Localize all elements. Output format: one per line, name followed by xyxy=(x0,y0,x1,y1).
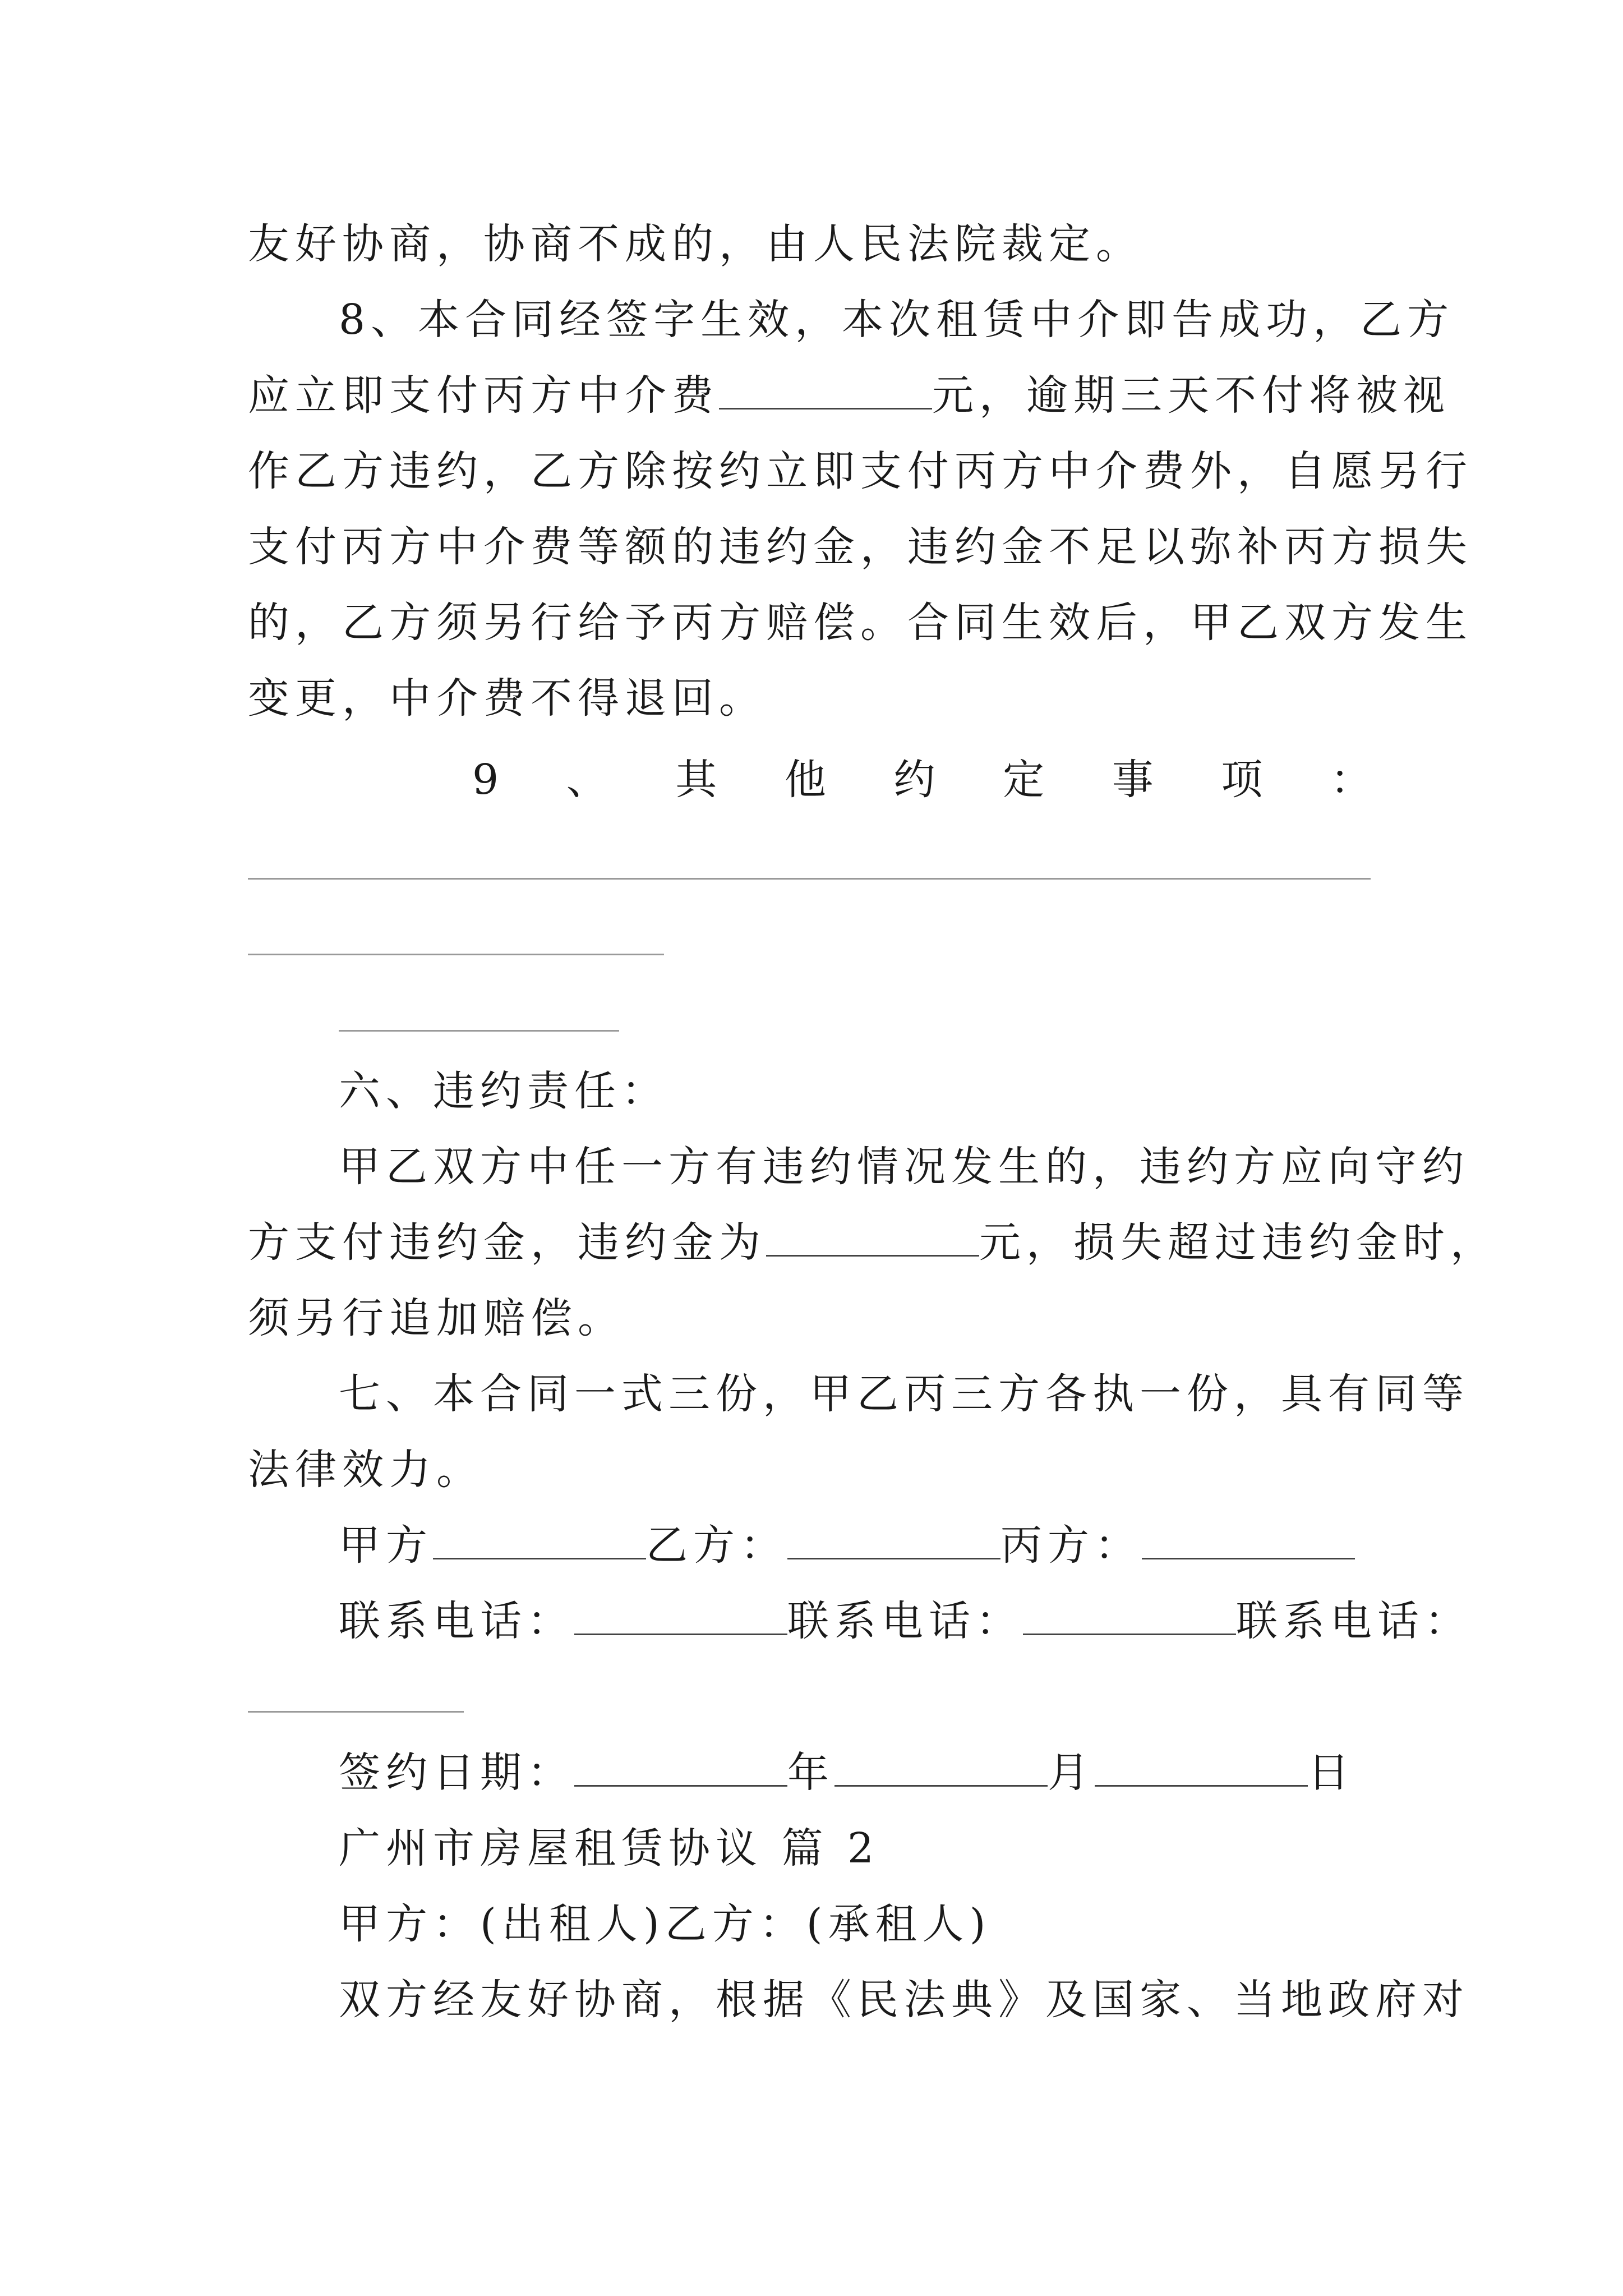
party-c-blank xyxy=(1142,1520,1355,1559)
phone-label: 联系电话： xyxy=(1236,1597,1472,1645)
section-7-line: 七、本合同一式三份，甲乙丙三方各执一份，具有同等 xyxy=(339,1370,1469,1418)
part-2-title: 广州市房屋租赁协议 篇 2 xyxy=(339,1824,880,1872)
section-6-text-cont: 元，损失超过违约金时， xyxy=(979,1218,1497,1267)
section-6-penalty-line xyxy=(248,1214,1497,1271)
date-label: 签约日期： xyxy=(339,1749,574,1797)
party-a-label: 甲方 xyxy=(339,1521,433,1570)
phone-line xyxy=(339,1593,1472,1649)
paragraph-line: 的，乙方须另行给予丙方赔偿。合同生效后，甲乙双方发生 xyxy=(248,599,1473,647)
clause-9-heading xyxy=(472,752,1372,808)
fill-in-line xyxy=(339,1030,619,1032)
clause-9-char: 定 xyxy=(1003,756,1045,804)
section-7-line: 法律效力。 xyxy=(248,1446,483,1494)
fee-blank xyxy=(719,370,932,409)
clause-9-char: 9 xyxy=(472,756,499,804)
clause-9-char: 他 xyxy=(784,756,826,804)
clause-9-char: 、 xyxy=(566,756,608,804)
phone-label: 联系电话： xyxy=(787,1597,1023,1645)
paragraph-line: 作乙方违约，乙方除按约立即支付丙方中介费外，自愿另行 xyxy=(248,447,1473,495)
clause-8-text-cont: 元，逾期三天不付将被视 xyxy=(932,371,1450,420)
part-2-parties: 甲方：(出租人)乙方：(承租人) xyxy=(339,1900,992,1948)
clause-8-fee-line xyxy=(248,367,1450,424)
clause-9-char: 约 xyxy=(893,756,935,804)
phone-blank xyxy=(574,1595,787,1635)
fill-in-line xyxy=(248,878,1371,880)
phone-blank xyxy=(1023,1595,1236,1635)
party-b-label: 乙方： xyxy=(646,1521,787,1570)
year-blank xyxy=(574,1747,787,1787)
clause-9-char: 事 xyxy=(1112,756,1154,804)
month-label: 月 xyxy=(1048,1749,1095,1797)
year-label: 年 xyxy=(787,1749,834,1797)
party-c-label: 丙方： xyxy=(1000,1521,1142,1570)
clause-9-char: 其 xyxy=(675,756,717,804)
part-2-paragraph: 双方经友好协商，根据《民法典》及国家、当地政府对 xyxy=(339,1976,1469,2024)
section-6-line: 甲乙双方中任一方有违约情况发生的，违约方应向守约 xyxy=(339,1143,1469,1191)
section-6-text: 方支付违约金，违约金为 xyxy=(248,1218,766,1267)
fill-in-line xyxy=(248,954,664,955)
clause-8-text: 应立即支付丙方中介费 xyxy=(248,371,719,420)
party-b-blank xyxy=(787,1520,1000,1559)
paragraph-line: 变更，中介费不得退回。 xyxy=(248,674,766,723)
signature-line xyxy=(339,1517,1393,1573)
phone-label: 联系电话： xyxy=(339,1597,574,1645)
clause-9-char: 项 xyxy=(1221,756,1263,804)
paragraph-line: 友好协商，协商不成的，由人民法院裁定。 xyxy=(248,220,1143,268)
clause-9-char: ： xyxy=(1330,756,1372,804)
party-a-blank xyxy=(433,1520,646,1559)
month-blank xyxy=(834,1747,1048,1787)
section-6-line: 须另行追加赔偿。 xyxy=(248,1294,625,1342)
day-label: 日 xyxy=(1308,1749,1355,1797)
paragraph-line: 支付丙方中介费等额的违约金，违约金不足以弥补丙方损失 xyxy=(248,523,1473,571)
phone-blank-wrapped xyxy=(248,1711,464,1713)
clause-8-line: 8、本合同经签字生效，本次租赁中介即告成功，乙方 xyxy=(339,296,1455,344)
day-blank xyxy=(1095,1747,1308,1787)
section-6-title: 六、违约责任： xyxy=(339,1067,668,1115)
date-line xyxy=(339,1745,1393,1801)
penalty-blank xyxy=(766,1217,979,1257)
